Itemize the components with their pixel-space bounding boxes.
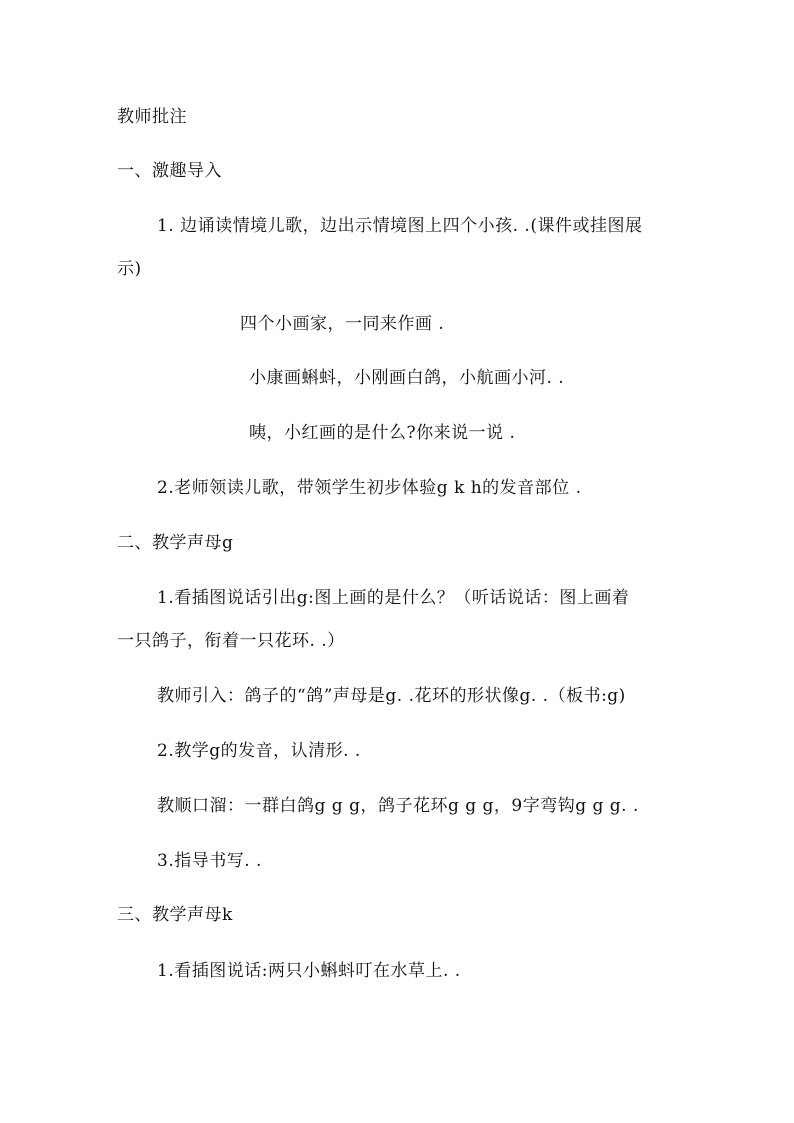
paragraph-line: 2.教学g的发音，认清形. .	[157, 741, 361, 761]
paragraph-line: 教顺口溜：一群白鸽g g g，鸽子花环g g g，9字弯钩g g g. .	[157, 796, 639, 816]
section-heading-1: 一、激趣导入	[117, 161, 222, 181]
poem-line: 四个小画家，一同来作画 .	[240, 314, 445, 334]
annotation-heading: 教师批注	[117, 107, 187, 127]
paragraph-line: 一只鸽子，衔着一只花环. .）	[117, 631, 345, 651]
section-heading-2: 二、教学声母g	[117, 533, 234, 553]
poem-line: 咦，小红画的是什么?你来说一说 .	[249, 423, 516, 443]
poem-line: 小康画蝌蚪，小刚画白鸽，小航画小河. .	[249, 368, 565, 388]
paragraph-line: 1. 边诵读情境儿歌，边出示情境图上四个小孩. .(课件或挂图展	[157, 216, 643, 236]
paragraph-line: 1.看插图说话:两只小蝌蚪叮在水草上. .	[157, 961, 461, 981]
paragraph-line: 2.老师领读儿歌，带领学生初步体验g k h的发音部位 .	[157, 478, 582, 498]
paragraph-line: 示)	[117, 259, 142, 279]
paragraph-line: 3.指导书写. .	[157, 851, 262, 871]
section-heading-3: 三、教学声母k	[117, 905, 233, 925]
paragraph-line: 教师引入：鸽子的“鸽”声母是g. .花环的形状像g. .（板书:g)	[157, 686, 626, 706]
paragraph-line: 1.看插图说话引出g:图上画的是什么？（听话说话：图上画着	[157, 588, 630, 608]
